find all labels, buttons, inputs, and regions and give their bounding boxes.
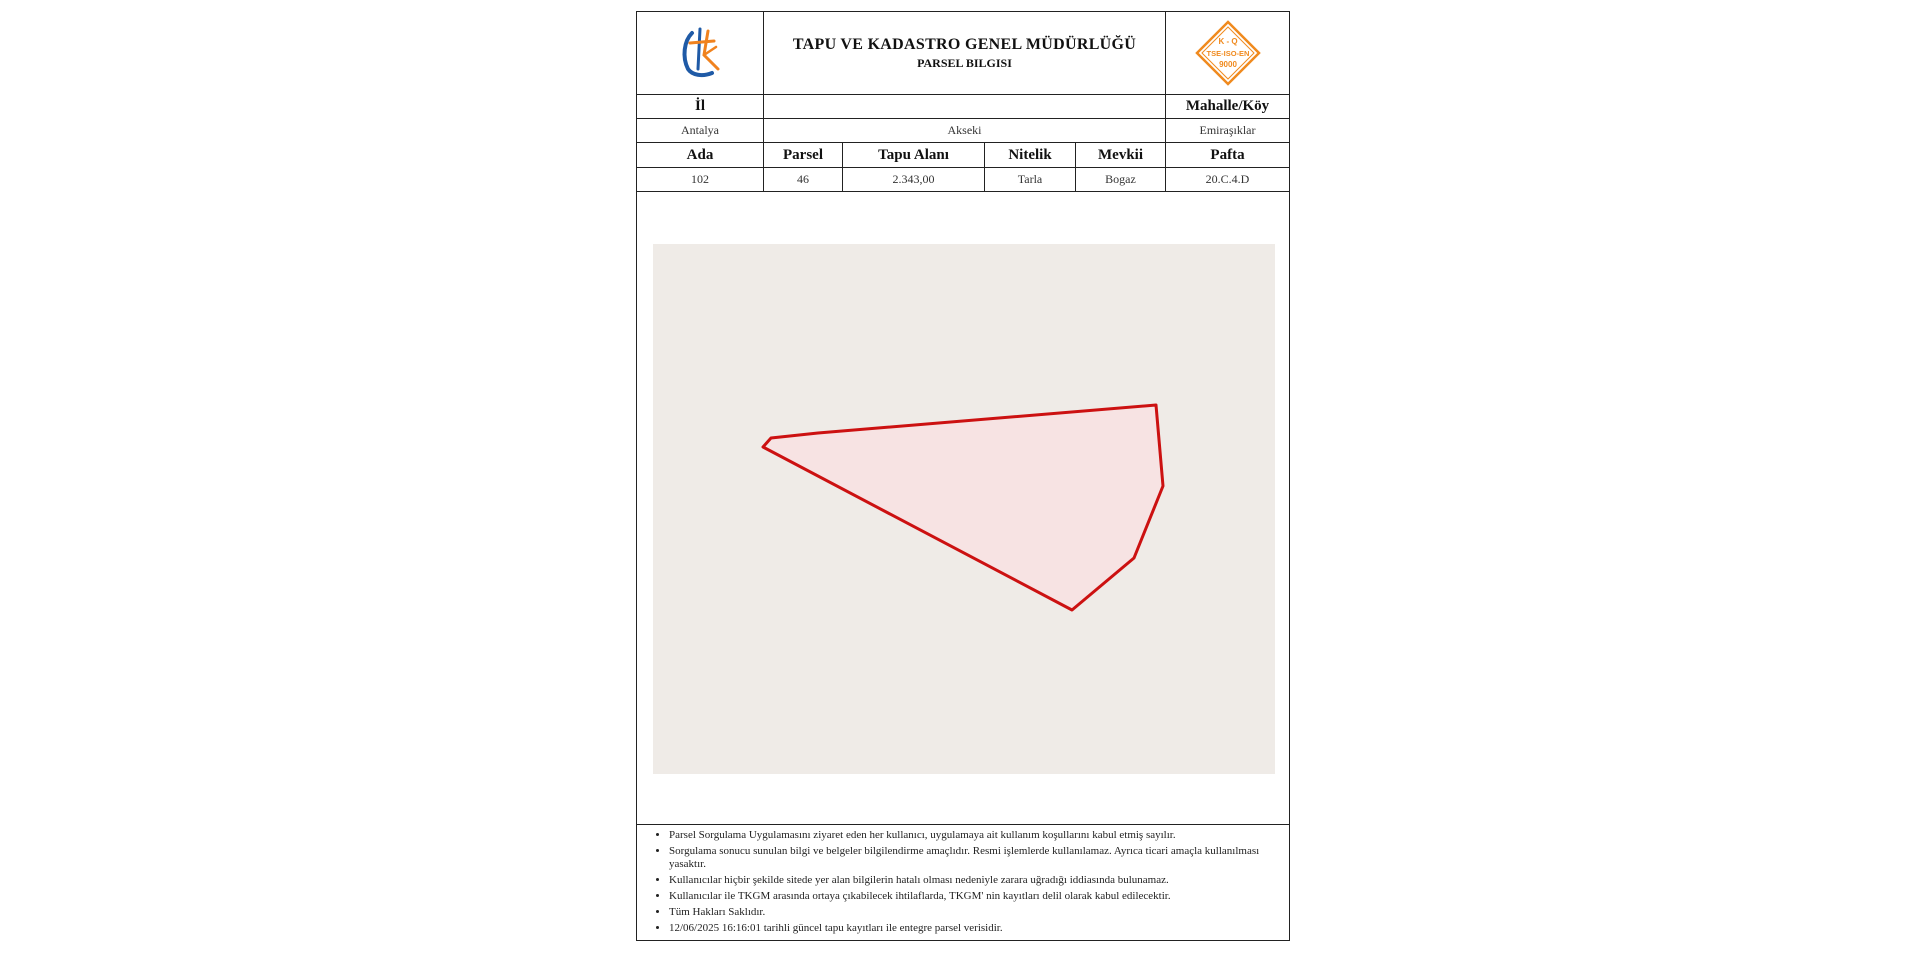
notes-list xyxy=(651,829,1281,935)
ada-value: 102 xyxy=(637,168,764,191)
badge-line-2: TSE-ISO-EN xyxy=(1206,49,1249,58)
note-item: • Kullanıcılar hiçbir şekilde sitede yer alan bilgilerin hatalı olması nedeniyle zarara uğradığı iddiasında bulunamaz. xyxy=(669,874,1281,887)
note-item: • Tüm Hakları Saklıdır. xyxy=(669,906,1281,919)
ada-header: Ada xyxy=(637,143,764,167)
location-header-row xyxy=(637,95,1289,119)
parcel-boundary-drawing xyxy=(653,244,1275,774)
ilce-label-empty xyxy=(764,95,1166,118)
location-value-row xyxy=(637,119,1289,143)
mevkii-value: Bogaz xyxy=(1076,168,1166,191)
page-subtitle: PARSEL BILGISI xyxy=(917,55,1012,70)
tkgm-logo xyxy=(637,12,764,94)
note-item: • Parsel Sorgulama Uygulamasını ziyaret eden her kullanıcı, uygulamaya ait kullanım koşullarını kabul etmiş sayılır. xyxy=(669,829,1281,842)
nitelik-header: Nitelik xyxy=(985,143,1076,167)
tkgm-logo-icon xyxy=(674,25,726,81)
page-title: TAPU VE KADASTRO GENEL MÜDÜRLÜĞÜ xyxy=(792,35,1137,53)
nitelik-value: Tarla xyxy=(985,168,1076,191)
tse-iso-badge-icon xyxy=(1195,20,1261,86)
badge-line-3: 9000 xyxy=(1218,60,1237,69)
header-row xyxy=(637,12,1289,95)
il-value: Antalya xyxy=(637,119,764,142)
parsel-header: Parsel xyxy=(764,143,843,167)
note-item: • Kullanıcılar ile TKGM arasında ortaya çıkabilecek ihtilaflarda, TKGM' nin kayıtları delil olarak kabul edilecektir. xyxy=(669,890,1281,903)
tapu-alani-header: Tapu Alanı xyxy=(843,143,985,167)
pafta-header: Pafta xyxy=(1210,146,1245,163)
parcel-value-row xyxy=(637,168,1289,192)
il-label: İl xyxy=(637,95,764,118)
note-item: • Sorgulama sonucu sunulan bilgi ve belgeler bilgilendirme amaçlıdır. Resmi işlemlerde kullanılamaz. Ayrıca ticari amaçla kullanılması yasaktır. xyxy=(669,845,1281,871)
parcel-info-sheet xyxy=(636,11,1290,941)
tapu-alani-value: 2.343,00 xyxy=(843,168,985,191)
mahalle-label: Mahalle/Köy xyxy=(1185,98,1270,114)
disclaimer-notes xyxy=(637,824,1289,940)
mevkii-header: Mevkii xyxy=(1076,143,1166,167)
tse-iso-badge xyxy=(1166,12,1289,94)
parcel-boundary xyxy=(763,405,1163,610)
parsel-value: 46 xyxy=(764,168,843,191)
parcel-map[interactable] xyxy=(653,244,1275,774)
title-block xyxy=(764,12,1166,94)
mahalle-value: Emiraşıklar xyxy=(1199,123,1256,137)
pafta-value: 20.C.4.D xyxy=(1205,172,1250,186)
parcel-header-row xyxy=(637,143,1289,168)
badge-line-1: K - Q xyxy=(1217,37,1238,46)
note-item: • 12/06/2025 16:16:01 tarihli güncel tapu kayıtları ile entegre parsel verisidir. xyxy=(669,922,1281,935)
ilce-value: Akseki xyxy=(764,119,1166,142)
